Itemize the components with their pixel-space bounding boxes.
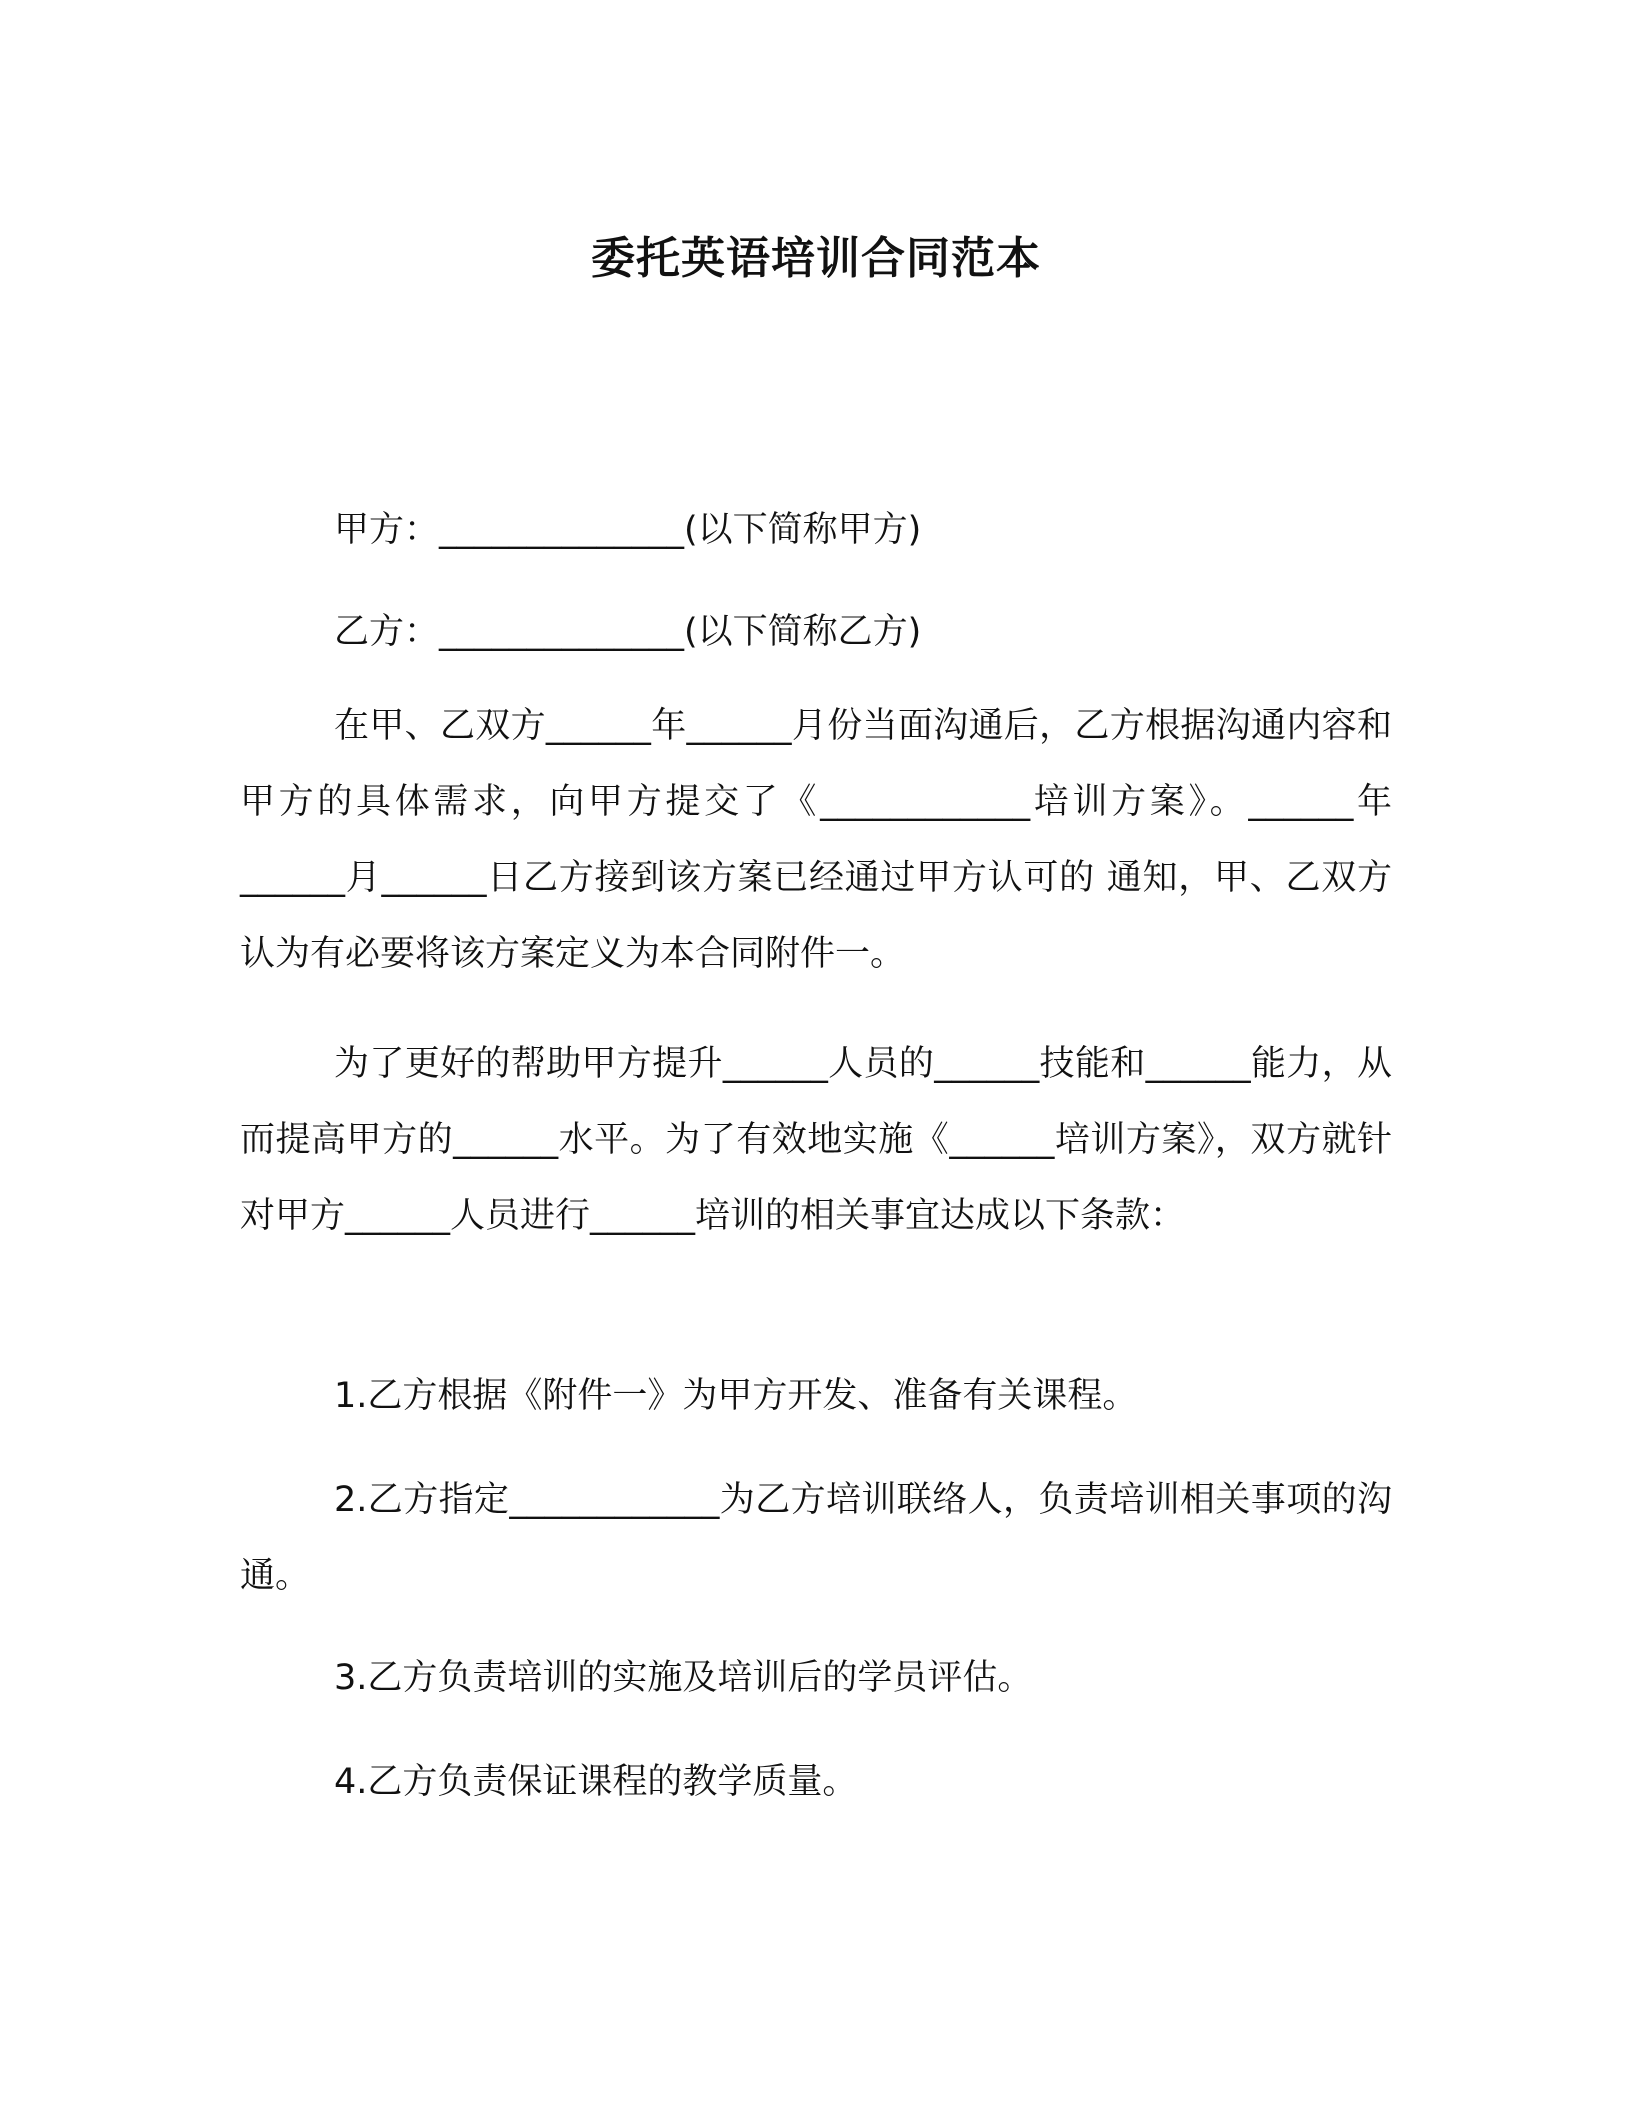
clause-2: 2.乙方指定____________为乙方培训联络人，负责培训相关事项的沟通。 xyxy=(240,1480,1392,1596)
purpose-paragraph: 为了更好的帮助甲方提升______人员的______技能和______能力，从而提高甲方的______水平。为了有效地实施《______培训方案》，双方就针对甲方______人员进行______培训的相关事宜达成以下条款： xyxy=(240,1044,1392,1236)
clause-1: 1.乙方根据《附件一》为甲方开发、准备有关课程。 xyxy=(334,1376,1138,1416)
clause-4: 4.乙方负责保证课程的教学质量。 xyxy=(334,1762,858,1802)
clause-2-block xyxy=(240,1462,1392,1614)
clause-3: 3.乙方负责培训的实施及培训后的学员评估。 xyxy=(334,1658,1033,1698)
purpose-paragraph-block xyxy=(240,1026,1392,1254)
party-a-line: 甲方：______________(以下简称甲方) xyxy=(334,510,922,550)
intro-paragraph: 在甲、乙双方______年______月份当面沟通后，乙方根据沟通内容和甲方的具体需求，向甲方提交了《____________培训方案》。______年______月______日乙方接到该方案已经通过甲方认可的 通知，甲、乙双方认为有必要将该方案定义为本合同附件一。 xyxy=(240,706,1392,974)
document-title: 委托英语培训合同范本 xyxy=(591,233,1041,284)
party-b-line: 乙方：______________(以下简称乙方) xyxy=(334,612,922,652)
intro-paragraph-block xyxy=(240,688,1392,992)
